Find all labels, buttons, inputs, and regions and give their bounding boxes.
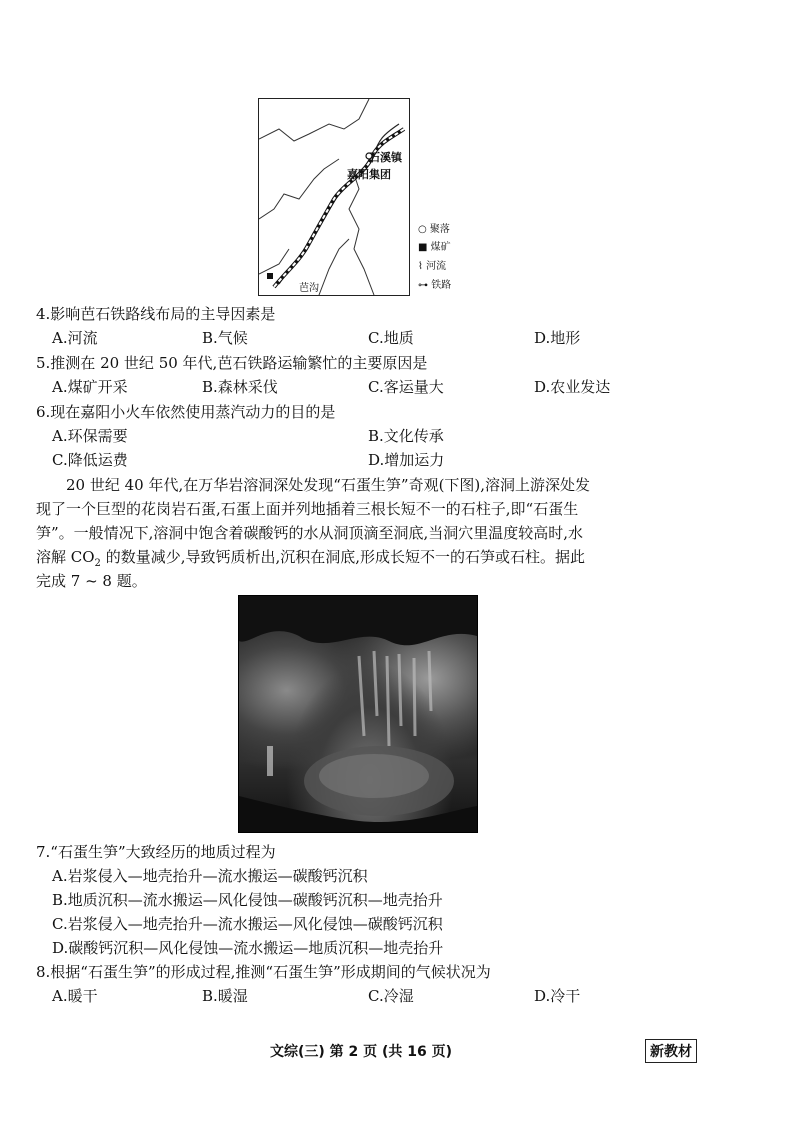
passage-line-4a: 溶解 CO [36, 548, 95, 566]
q7-option-c: C.岩浆侵入—地壳抬升—流水搬运—风化侵蚀—碳酸钙沉积 [52, 915, 443, 933]
page-footer: 文综(三) 第 2 页 (共 16 页) [270, 1044, 453, 1060]
q5-option-c: C.客运量大 [368, 378, 444, 396]
q4-option-b: B.气候 [202, 329, 248, 347]
q6-option-c: C.降低运费 [52, 451, 128, 469]
legend-label: 煤矿 [430, 242, 451, 253]
q6-stem: 6.现在嘉阳小火车依然使用蒸汽动力的目的是 [36, 403, 336, 421]
q8-option-a: A.暖干 [52, 987, 98, 1005]
legend-label: 聚落 [429, 224, 450, 235]
map-label-group: 嘉阳集团 [347, 168, 391, 181]
q4-stem: 4.影响芭石铁路线布局的主导因素是 [36, 305, 276, 323]
map-label-bagou: 芭沟 [299, 283, 319, 294]
q6-option-a: A.环保需要 [52, 427, 128, 445]
passage-line-3: 笋”。一般情况下,溶洞中饱含着碳酸钙的水从洞顶滴至洞底,当洞穴里温度较高时,水 [36, 524, 583, 542]
q4-option-c: C.地质 [368, 329, 414, 347]
q6-option-b: B.文化传承 [368, 427, 444, 445]
q8-option-d: D.冷干 [534, 987, 581, 1005]
q4-option-a: A.河流 [52, 329, 98, 347]
map-drawing [259, 99, 409, 295]
legend-settlement [418, 220, 450, 235]
q5-stem: 5.推测在 20 世纪 50 年代,芭石铁路运输繁忙的主要原因是 [36, 354, 428, 372]
q4-option-d: D.地形 [534, 329, 581, 347]
railway-map [258, 98, 410, 296]
co2-subscript: 2 [94, 558, 101, 569]
q5-option-a: A.煤矿开采 [52, 378, 128, 396]
railway-icon: ⊶ [418, 280, 428, 291]
cave-photo-drawing [239, 596, 477, 832]
legend-coal-mine [418, 238, 451, 253]
q5-option-d: D.农业发达 [534, 378, 611, 396]
settlement-icon: ○ [418, 224, 427, 235]
legend-railway [418, 276, 451, 291]
q7-stem: 7.“石蛋生笋”大致经历的地质过程为 [36, 843, 276, 861]
q6-option-d: D.增加运力 [368, 451, 445, 469]
legend-label: 铁路 [431, 280, 452, 291]
river-icon: ⌇ [418, 261, 423, 272]
edition-badge: 新教材 [645, 1039, 697, 1063]
q8-option-b: B.暖湿 [202, 987, 248, 1005]
legend-label: 河流 [426, 261, 447, 272]
map-label-town: 石溪镇 [369, 151, 402, 164]
coal-mine-icon: ■ [418, 242, 428, 253]
q5-option-b: B.森林采伐 [202, 378, 278, 396]
legend-river [418, 257, 446, 272]
passage-line-2: 现了一个巨型的花岗岩石蛋,石蛋上面并列地插着三根长短不一的石柱子,即“石蛋生 [36, 500, 579, 518]
passage-line-4b: 的数量减少,导致钙质析出,沉积在洞底,形成长短不一的石笋或石柱。据此 [100, 548, 585, 566]
q7-option-a: A.岩浆侵入—地壳抬升—流水搬运—碳酸钙沉积 [52, 867, 368, 885]
passage-line-1: 20 世纪 40 年代,在万华岩溶洞深处发现“石蛋生笋”奇观(下图),溶洞上游深处发 [66, 476, 591, 494]
q8-option-c: C.冷湿 [368, 987, 414, 1005]
q8-stem: 8.根据“石蛋生笋”的形成过程,推测“石蛋生笋”形成期间的气候状况为 [36, 963, 491, 981]
cave-photo [238, 595, 478, 833]
passage-line-5: 完成 7 ~ 8 题。 [36, 572, 147, 590]
q7-option-d: D.碳酸钙沉积—风化侵蚀—流水搬运—地质沉积—地壳抬升 [52, 939, 444, 957]
q7-option-b: B.地质沉积—流水搬运—风化侵蚀—碳酸钙沉积—地壳抬升 [52, 891, 443, 909]
